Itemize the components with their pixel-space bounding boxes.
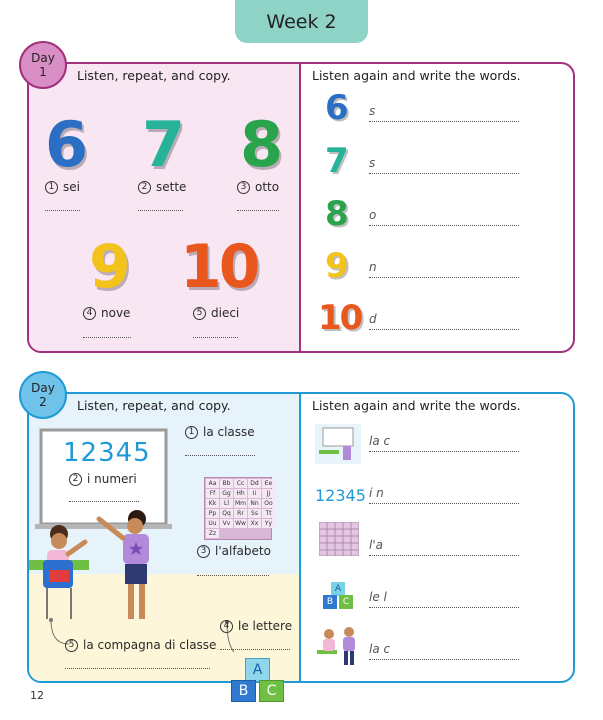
block-c: C [259, 680, 284, 702]
word-label: nove [101, 306, 131, 320]
write-line[interactable] [220, 649, 290, 650]
big-number-9: 9 [89, 232, 131, 302]
alphabet-cell: Bb [220, 479, 233, 488]
word-label: le lettere [238, 619, 293, 633]
number-circle: 2 [69, 473, 82, 486]
alphabet-cell: Gg [220, 489, 233, 498]
alphabet-cell: Aa [206, 479, 219, 488]
write-start-letter: n [369, 260, 377, 274]
word-label: otto [255, 180, 280, 194]
alphabet-cell: Yy [262, 519, 275, 528]
alphabet-cell: Dd [248, 479, 261, 488]
big-number-6: 6 [45, 108, 89, 181]
write-start-letter: la c [369, 434, 391, 448]
write-line[interactable] [369, 329, 519, 330]
alphabet-cell: Hh [234, 489, 247, 498]
day1-badge [19, 41, 67, 89]
day1-left-section [29, 64, 301, 351]
write-line[interactable] [138, 210, 183, 211]
alphabet-cell: Kk [206, 499, 219, 508]
board-numbers: 12345 [63, 438, 151, 468]
alphabet-cell: Cc [234, 479, 247, 488]
word-item-1 [45, 180, 80, 194]
write-line[interactable] [185, 455, 255, 456]
day1-badge-num: 1 [39, 65, 47, 79]
write-start-letter: s [369, 156, 376, 170]
number-circle: 3 [237, 181, 250, 194]
write-number-10: 10 [318, 298, 362, 338]
day2-badge-word: Day [31, 381, 55, 395]
write-line[interactable] [369, 503, 519, 504]
day1-panel [27, 62, 575, 353]
write-start-letter: le l [369, 590, 387, 604]
write-line[interactable] [69, 501, 139, 502]
number-circle: 2 [138, 181, 151, 194]
alphabet-cell: Nn [248, 499, 261, 508]
alphabet-cell: Uu [206, 519, 219, 528]
word-item-2 [69, 472, 137, 486]
block-b: B [231, 680, 256, 702]
letter-blocks-icon [319, 582, 359, 612]
alphabet-cell: Pp [206, 509, 219, 518]
day1-instruction-right: Listen again and write the words. [312, 68, 521, 83]
big-number-7: 7 [142, 108, 186, 181]
word-item-4 [220, 619, 292, 633]
word-item-3 [237, 180, 279, 194]
number-circle: 5 [65, 639, 78, 652]
word-label: sette [156, 180, 187, 194]
block-a: A [245, 658, 270, 682]
block-b: B [323, 595, 337, 609]
write-number-9: 9 [325, 246, 349, 286]
week-tab [235, 0, 368, 43]
number-circle: 4 [83, 307, 96, 320]
write-start-letter: d [369, 312, 377, 326]
alphabet-cell: Rr [234, 509, 247, 518]
number-circle: 5 [193, 307, 206, 320]
alphabet-cell: Ss [248, 509, 261, 518]
word-label: la compagna di classe [83, 638, 217, 652]
word-label: i numeri [87, 472, 137, 486]
alphabet-cell: Vv [220, 519, 233, 528]
alphabet-cell: Ee [262, 479, 275, 488]
write-number-6: 6 [325, 88, 349, 128]
alphabet-cell: Qq [220, 509, 233, 518]
word-item-3 [197, 544, 271, 558]
word-label: dieci [211, 306, 240, 320]
number-circle: 3 [197, 545, 210, 558]
write-start-letter: l'a [369, 538, 383, 552]
word-item-2 [138, 180, 186, 194]
write-line[interactable] [369, 607, 519, 608]
write-line[interactable] [83, 337, 131, 338]
write-line[interactable] [369, 277, 519, 278]
day1-instruction-left: Listen, repeat, and copy. [77, 68, 231, 83]
block-a: A [331, 582, 345, 596]
word-label: sei [63, 180, 80, 194]
word-label: l'alfabeto [215, 544, 271, 558]
write-line[interactable] [237, 210, 279, 211]
alphabet-cell: Ff [206, 489, 219, 498]
alphabet-cell: Ii [248, 489, 261, 498]
write-line[interactable] [65, 668, 210, 669]
alphabet-chart [204, 477, 272, 540]
alphabet-cell: Ll [220, 499, 233, 508]
day2-badge [19, 371, 67, 419]
alphabet-cell: Mm [234, 500, 247, 507]
number-circle: 1 [45, 181, 58, 194]
letter-blocks-illustration [231, 658, 286, 702]
day2-left-section [29, 394, 301, 681]
write-start-letter: i n [369, 486, 384, 500]
word-item-4 [83, 306, 130, 320]
write-number-8: 8 [325, 194, 349, 234]
write-start-letter: la c [369, 642, 391, 656]
classmates-icon [317, 626, 361, 666]
numbers-icon: 12345 [315, 486, 366, 505]
week-title: Week 2 [266, 10, 337, 33]
word-label: la classe [203, 425, 255, 439]
write-line[interactable] [369, 173, 519, 174]
write-start-letter: s [369, 104, 376, 118]
word-item-1 [185, 425, 255, 439]
day2-instruction-left: Listen, repeat, and copy. [77, 398, 231, 413]
page-number: 12 [30, 689, 44, 702]
day2-badge-num: 2 [39, 395, 47, 409]
write-start-letter: o [369, 208, 377, 222]
day1-badge-word: Day [31, 51, 55, 65]
big-number-8: 8 [240, 108, 284, 181]
number-circle: 4 [220, 620, 233, 633]
alphabet-cell: Jj [262, 489, 275, 498]
alphabet-icon [319, 522, 359, 556]
write-line[interactable] [193, 337, 238, 338]
write-number-7: 7 [325, 141, 349, 181]
alphabet-cell: Xx [248, 519, 261, 528]
write-line[interactable] [197, 575, 269, 576]
classroom-icon [315, 424, 361, 464]
write-line[interactable] [45, 210, 80, 211]
alphabet-cell: Oo [262, 499, 275, 508]
write-line[interactable] [369, 451, 519, 452]
word-item-5 [193, 306, 239, 320]
alphabet-cell: Tt [262, 509, 275, 518]
write-line[interactable] [369, 555, 519, 556]
alphabet-cell: Zz [206, 529, 219, 538]
day2-instruction-right: Listen again and write the words. [312, 398, 521, 413]
big-number-10: 10 [180, 232, 258, 302]
alphabet-cell: Ww [235, 520, 246, 527]
word-item-5 [65, 638, 216, 652]
write-line[interactable] [369, 659, 519, 660]
block-c: C [339, 595, 353, 609]
write-line[interactable] [369, 225, 519, 226]
write-line[interactable] [369, 121, 519, 122]
day2-panel [27, 392, 575, 683]
number-circle: 1 [185, 426, 198, 439]
